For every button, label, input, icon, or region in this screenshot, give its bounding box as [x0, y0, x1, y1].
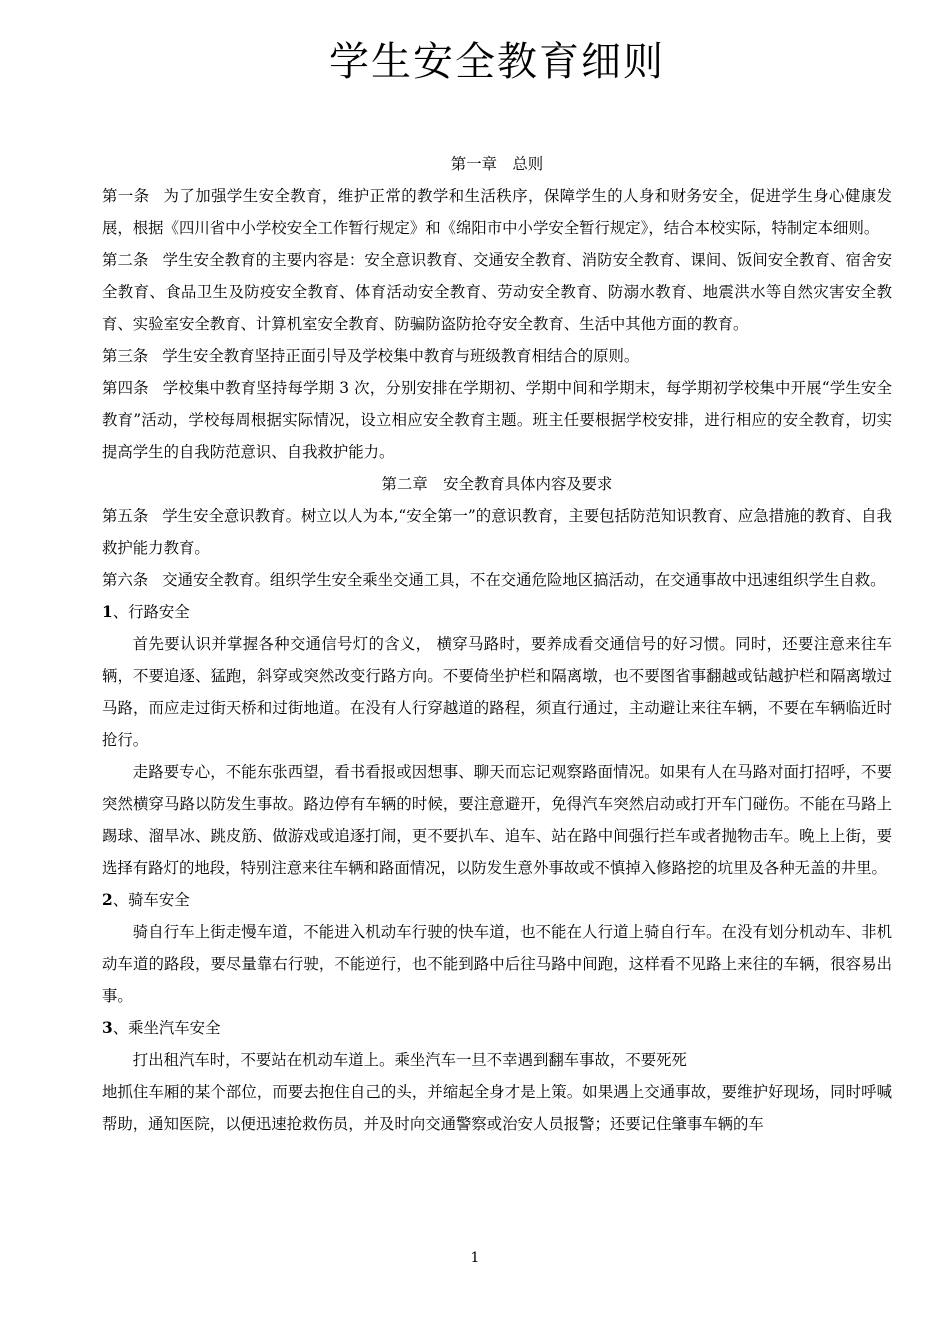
section-number: 1 [102, 603, 113, 621]
section-heading [102, 596, 892, 628]
article [102, 564, 892, 596]
section-heading [102, 1012, 892, 1044]
article-text: 学生安全教育的主要内容是：安全意识教育、交通安全教育、消防安全教育、课间、饭间安全教育、宿舍安全教育、食品卫生及防疫安全教育、体育活动安全教育、劳动安全教育、防溺水教育、地震洪水等自然灾害安全教育、实验室安全教育、计算机室安全教育、防骗防盗防抢夺安全教育、生活中其他方面的教育。 [102, 251, 892, 333]
chapter-heading [102, 468, 892, 500]
section-paragraph: 打出租汽车时，不要站在机动车道上。乘坐汽车一旦不幸遇到翻车事故，不要死死 [132, 1051, 687, 1069]
section-title: 、乘坐汽车安全 [112, 1019, 221, 1037]
article-number: 第一条 [102, 187, 150, 205]
article-number: 第二条 [102, 251, 149, 269]
chapter-heading [102, 148, 892, 180]
article [102, 340, 892, 372]
section-title: 、骑车安全 [112, 891, 190, 909]
article-text: 学生安全教育坚持正面引导及学校集中教育与班级教育相结合的原则。 [162, 347, 640, 365]
section-paragraph: 走路要专心，不能东张西望，看书看报或因想事、聊天而忘记观察路面情况。如果有人在马路对面打招呼，不要突然横穿马路以防发生事故。路边停有车辆的时候，要注意避开，免得汽车突然启动或打开车门碰伤。不能在马路上踢球、溜旱冰、跳皮筋、做游戏或追逐打闹，更不要扒车、追车、站在路中间强行拦车或者抛物击车。晚上上街，要选择有路灯的地段，特别注意来往车辆和路面情况，以防发生意外事故或不慎掉入修路挖的坑里及各种无盖的井里。 [102, 763, 892, 877]
article-text: 学校集中教育坚持每学期 3 次，分别安排在学期初、学期中间和学期末，每学期初学校集中开展“学生安全教育”活动，学校每周根据实际情况，设立相应安全教育主题。班主任要根据学校安排，进行相应的安全教育，切实提高学生的自我防范意识、自我救护能力。 [102, 379, 892, 461]
section-paragraph: 首先要认识并掌握各种交通信号灯的含义， 横穿马路时，要养成看交通信号的好习惯。同时，还要注意来往车辆，不要追逐、猛跑，斜穿或突然改变行路方向。不要倚坐护栏和隔离墩，也不要图省事翻越或钻越护栏和隔离墩过马路，而应走过街天桥和过街地道。在没有人行穿越道的路程，须直行通过，主动避让来往车辆，不要在车辆临近时抢行。 [102, 635, 892, 749]
chapter-label: 第二章 [381, 475, 428, 493]
page-number: 1 [470, 1250, 480, 1266]
article-number: 第四条 [102, 379, 149, 397]
section-number: 3 [102, 1019, 113, 1037]
chapter-label: 第一章 [450, 155, 497, 173]
document-page [102, 0, 892, 1140]
article [102, 244, 892, 340]
article [102, 500, 892, 564]
article-number: 第三条 [102, 347, 149, 365]
section-number: 2 [102, 891, 113, 909]
chapter-title: 安全教育具体内容及要求 [443, 475, 613, 493]
document-body [102, 148, 892, 1140]
section-paragraph: 骑自行车上街走慢车道，不能进入机动车行驶的快车道，也不能在人行道上骑自行车。在没有划分机动车、非机动车道的路段，要尽量靠右行驶，不能逆行，也不能到路中后往马路中间跑，这样看不见路上来往的车辆，很容易出事。 [102, 923, 892, 1005]
article-number: 第五条 [102, 507, 149, 525]
article-text: 交通安全教育。组织学生安全乘坐交通工具，不在交通危险地区搞活动，在交通事故中迅速组织学生自救。 [162, 571, 886, 589]
section-paragraph-continuation: 地抓住车厢的某个部位，而要去抱住自己的头，并缩起全身才是上策。如果遇上交通事故，要维护好现场，同时呼喊帮助，通知医院，以便迅速抢救伤员，并及时向交通警察或治安人员报警；还要记住肇事车辆的车 [102, 1083, 892, 1133]
article-text: 学生安全意识教育。树立以人为本,“安全第一”的意识教育，主要包括防范知识教育、应急措施的教育、自我救护能力教育。 [102, 507, 892, 557]
article [102, 180, 892, 244]
section-title: 、行路安全 [112, 603, 190, 621]
section-heading [102, 884, 892, 916]
article [102, 372, 892, 468]
article-text: 为了加强学生安全教育，维护正常的教学和生活秩序，保障学生的人身和财务安全，促进学生身心健康发展，根据《四川省中小学校安全工作暂行规定》和《绵阳市中小学安全暂行规定》，结合本校实际，特制定本细则。 [102, 187, 892, 237]
chapter-title: 总则 [512, 155, 544, 173]
document-title: 学生安全教育细则 [329, 39, 665, 85]
article-number: 第六条 [102, 571, 149, 589]
